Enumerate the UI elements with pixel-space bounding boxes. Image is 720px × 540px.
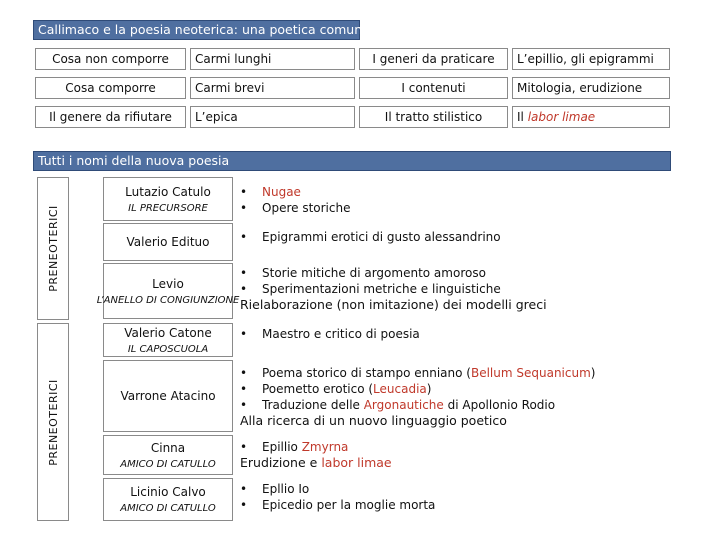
value-labor-limae: Il labor limae [512,106,670,128]
label-contenuti: I contenuti [359,77,508,99]
poet-valerio-catone: Valerio Catone IL CAPOSCUOLA [103,323,233,357]
label-cosa-non-comporre: Cosa non comporre [35,48,186,70]
value-epillio: L’epillio, gli epigrammi [512,48,670,70]
details-levio: • Storie mitiche di argomento amoroso • Sperimentazioni metriche e linguistiche Rielaborazione (non imitazione) dei modelli greci [240,266,547,312]
section-title: Tutti i nomi della nuova poesia [38,153,230,168]
label-tratto-stilistico: Il tratto stilistico [359,106,508,128]
poet-cinna: Cinna AMICO DI CATULLO [103,435,233,475]
page-title: Callimaco e la poesia neoterica: una poetica comune [38,22,370,37]
value-epica: L’epica [190,106,355,128]
details-calvo: • Epllio Io • Epicedio per la moglie morta [240,482,436,512]
label-generi-praticare: I generi da praticare [359,48,508,70]
poet-licinio-calvo: Licinio Calvo AMICO DI CATULLO [103,478,233,521]
label-cosa-comporre: Cosa comporre [35,77,186,99]
value-carmi-brevi: Carmi brevi [190,77,355,99]
section-header [33,151,671,171]
details-varrone: • Poema storico di stampo enniano (Bellum Sequanicum) • Poemetto erotico (Leucadia) • Traduzione delle Argonautiche di Apollonio Rodio Alla ricerca di un nuovo linguaggio poetico [240,366,596,428]
poet-varrone-atacino: Varrone Atacino [103,360,233,432]
poet-valerio-edituo: Valerio Edituo [103,223,233,261]
title-bar [33,20,370,40]
value-carmi-lunghi: Carmi lunghi [190,48,355,70]
preneoterici-label-bottom: PRENEOTERICI [37,323,69,521]
preneoterici-label-top: PRENEOTERICI [37,177,69,320]
label-genere-rifiutare: Il genere da rifiutare [35,106,186,128]
value-mitologia: Mitologia, erudizione [512,77,670,99]
details-catone: • Maestro e critico di poesia [240,327,420,341]
poet-levio: Levio L’ANELLO DI CONGIUNZIONE [103,263,233,319]
details-catulo: • Nugae • Opere storiche [240,185,351,215]
details-edituo: • Epigrammi erotici di gusto alessandrino [240,230,501,244]
details-cinna: • Epillio Zmyrna Erudizione e labor limae [240,440,392,470]
poet-lutazio-catulo: Lutazio Catulo IL PRECURSORE [103,177,233,221]
